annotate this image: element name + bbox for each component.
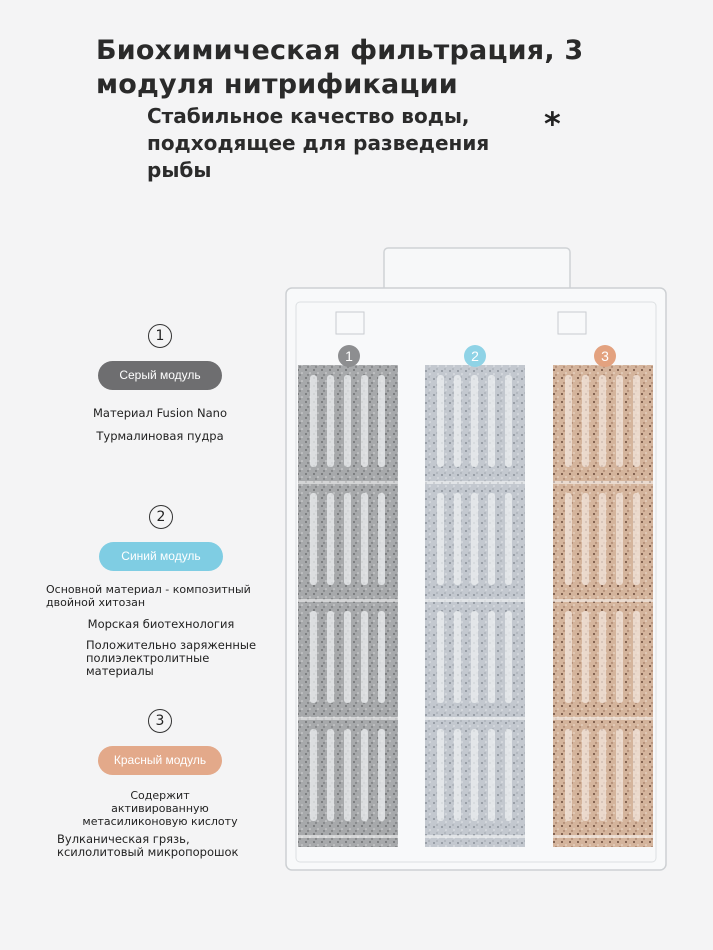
cartridge-segment-divider [553,835,653,838]
cartridge-badge-3-text: 3 [601,348,609,364]
cartridge-segment-divider [425,717,525,720]
cartridge-slot [633,729,640,821]
cartridge-slot [599,375,606,467]
cartridge-segment-divider [425,835,525,838]
module-blue [42,505,280,678]
module-number-2: 2 [149,505,173,529]
cartridge-slot [471,611,478,703]
cartridge-slot [488,611,495,703]
module-gray-feature-1: Материал Fusion Nano [93,406,227,420]
cartridge-badge-1-text: 1 [345,348,353,364]
cartridge-segment-divider [298,835,398,838]
cartridge-slot [327,375,334,467]
cartridge-slot [505,493,512,585]
cartridge-slot [565,729,572,821]
cartridge-slot [582,729,589,821]
cartridge-slot [378,375,385,467]
filter-product-image [280,240,680,880]
cartridge-slot [437,611,444,703]
cartridge-slot [616,611,623,703]
cartridge-segment-divider [298,717,398,720]
module-number-3: 3 [148,709,172,733]
cartridge-slot [361,729,368,821]
cartridge-slot [378,611,385,703]
cartridge-badge-3 [594,345,616,367]
cartridge-slot [488,729,495,821]
cartridge-slot [437,729,444,821]
module-red-feature-2: Вулканическая грязь, ксилолитовый микропорошок [57,832,239,859]
cartridge-segment-divider [553,481,653,484]
cartridge-slot [599,611,606,703]
cartridge-slot [616,375,623,467]
page-subtitle: Стабильное качество воды, подходящее для разведения рыбы [147,104,490,182]
cartridge-slot [505,729,512,821]
page-title: Биохимическая фильтрация, 3 модуля нитрификации [96,35,584,100]
cartridge-slot [327,729,334,821]
module-number-1: 1 [148,324,172,348]
cartridge-slot [454,611,461,703]
cartridge-slot [361,375,368,467]
module-label-gray: Серый модуль [98,361,222,390]
cartridge-slot [437,375,444,467]
cartridge-badge-2 [464,345,486,367]
cartridge-badge-1 [338,345,360,367]
cartridge-slot [582,493,589,585]
cartridge-slot [565,611,572,703]
cartridge-slot [471,493,478,585]
cartridge-slot [361,493,368,585]
cartridge-slot [471,729,478,821]
cartridge-segment-divider [298,599,398,602]
cartridge-slot [344,729,351,821]
cartridge-slot [454,729,461,821]
module-blue-feature-1: Основной материал - композитный двойной хитозан [46,583,251,609]
cartridge-segment-divider [425,599,525,602]
cartridge-badge-2-text: 2 [471,348,479,364]
cartridge-slot [488,493,495,585]
cartridge-slot [582,611,589,703]
cartridge-slot [471,375,478,467]
cartridge-slot [633,375,640,467]
asterisk-mark: * [544,105,561,143]
cartridge-slot [437,493,444,585]
module-red-feature-1: Содержит активированную метасиликоновую кислоту [82,789,238,828]
cartridge-slot [310,729,317,821]
cartridge-slot [582,375,589,467]
cartridge-segment-divider [553,599,653,602]
cartridge-segment-divider [298,481,398,484]
cartridge-slot [565,375,572,467]
cartridge-slot [344,493,351,585]
module-gray [40,324,280,443]
cartridge-slot [616,729,623,821]
cartridge-slot [378,493,385,585]
cartridge-slot [310,611,317,703]
module-blue-feature-2: Морская биотехнология [87,617,235,631]
cartridge-slot [454,493,461,585]
cartridge-slot [454,375,461,467]
cartridge-segment-divider [425,481,525,484]
cartridge-slot [327,611,334,703]
module-blue-feature-3: Положительно заряженные полиэлектролитные материалы [86,638,257,678]
cartridge-slot [599,729,606,821]
cartridge-slot [344,375,351,467]
cartridge-slot [361,611,368,703]
module-red [40,709,280,859]
cartridge-slot [310,493,317,585]
module-label-red: Красный модуль [98,746,222,775]
cartridge-slot [505,375,512,467]
cartridge-slot [310,375,317,467]
module-gray-feature-2: Турмалиновая пудра [96,429,224,443]
module-label-blue: Синий модуль [99,542,223,571]
cartridge-slot [378,729,385,821]
cartridge-slot [616,493,623,585]
cartridge-slot [344,611,351,703]
cartridge-slot [599,493,606,585]
cartridge-slot [505,611,512,703]
cartridge-slot [565,493,572,585]
cartridge-segment-divider [553,717,653,720]
cartridge-slot [633,493,640,585]
cartridge-slot [488,375,495,467]
cartridge-slot [327,493,334,585]
cartridge-slot [633,611,640,703]
